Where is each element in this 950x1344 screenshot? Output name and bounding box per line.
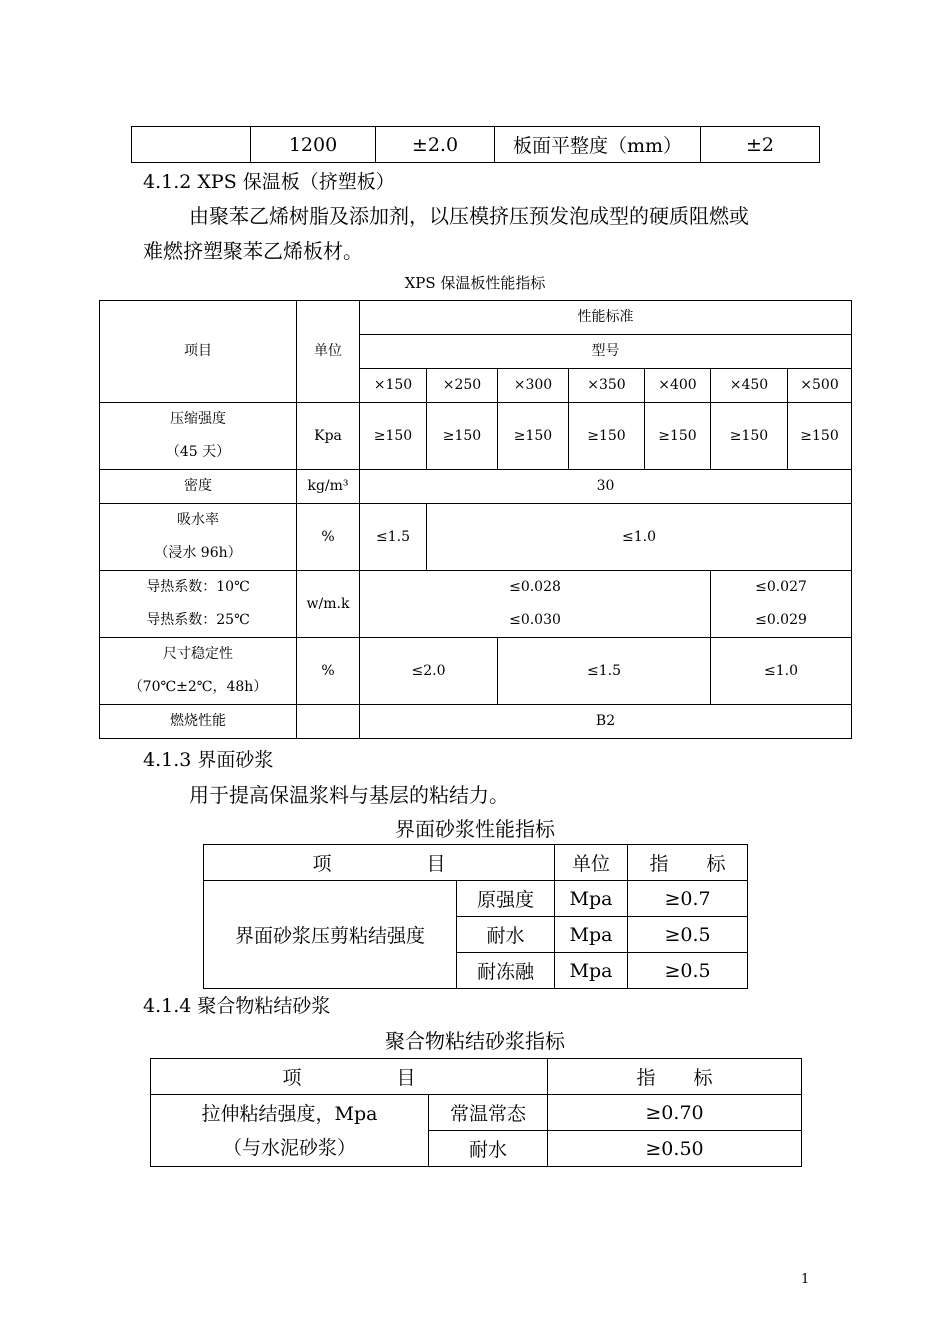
- polymer-row-value: ≥0.50: [548, 1131, 802, 1167]
- polymer-row-value: ≥0.70: [548, 1095, 802, 1131]
- xps-model-cell: ×250: [427, 369, 498, 403]
- xps-row-conductivity-value-1b: ≤0.030: [509, 612, 561, 628]
- section-heading-412: 4.1.2 XPS 保温板（挤塑板）: [143, 171, 395, 193]
- polymer-row-name: [151, 1095, 429, 1167]
- xps-row-conductivity-name: [100, 571, 297, 638]
- xps-table: [99, 300, 852, 739]
- interface-row-unit: Mpa: [555, 881, 628, 917]
- xps-model-cell: ×150: [360, 369, 427, 403]
- xps-model-cell: ×350: [569, 369, 645, 403]
- interface-header-item: 项 目: [204, 845, 555, 881]
- interface-header-index: 指 标: [628, 845, 748, 881]
- xps-row-compressive-name-line1: 压缩强度: [170, 411, 226, 427]
- xps-row-absorption-name: [100, 504, 297, 571]
- interface-row-unit: Mpa: [555, 953, 628, 989]
- interface-row-unit: Mpa: [555, 917, 628, 953]
- xps-row-compressive-value: ≥150: [711, 403, 788, 470]
- xps-row-compressive-unit: Kpa: [297, 403, 360, 470]
- xps-row-conductivity-value-2b: ≤0.029: [755, 612, 807, 628]
- xps-row-stability-name: [100, 638, 297, 705]
- xps-row-compressive-value: ≥150: [645, 403, 711, 470]
- xps-row-absorption-name-line2: （浸水 96h）: [154, 545, 242, 561]
- interface-row-sub: 原强度: [457, 881, 555, 917]
- xps-row-density-value: 30: [360, 470, 852, 504]
- xps-row-density-unit: kg/m³: [297, 470, 360, 504]
- xps-row-stability-unit: %: [297, 638, 360, 705]
- xps-row-stability-value-2: ≤1.5: [498, 638, 711, 705]
- polymer-row-sub: 耐水: [429, 1131, 548, 1167]
- interface-row-value: ≥0.5: [628, 953, 748, 989]
- section-heading-414: 4.1.4 聚合物粘结砂浆: [143, 995, 331, 1017]
- section-paragraph-413: 用于提高保温浆料与基层的粘结力。: [189, 783, 509, 807]
- xps-row-fire-name: 燃烧性能: [100, 705, 297, 739]
- section-paragraph-412-line1: 由聚苯乙烯树脂及添加剂，以压模挤压预发泡成型的硬质阻燃或: [189, 204, 749, 228]
- xps-row-density-name: 密度: [100, 470, 297, 504]
- interface-mortar-table: [203, 844, 748, 989]
- xps-row-conductivity-value-1a: ≤0.028: [509, 579, 561, 595]
- xps-row-fire-value: B2: [360, 705, 852, 739]
- xps-model-cell: ×450: [711, 369, 788, 403]
- xps-row-stability-value-1: ≤2.0: [360, 638, 498, 705]
- xps-header-item: 项目: [100, 301, 297, 403]
- interface-row-sub: 耐冻融: [457, 953, 555, 989]
- section-paragraph-412-line2: 难燃挤塑聚苯乙烯板材。: [143, 239, 363, 263]
- top-cell-2: 1200: [251, 127, 376, 163]
- xps-row-compressive-value: ≥150: [569, 403, 645, 470]
- table-caption-xps: XPS 保温板性能指标: [404, 274, 546, 292]
- xps-header-standard: 性能标准: [360, 301, 852, 335]
- polymer-row-name-line1: 拉伸粘结强度，Mpa: [201, 1102, 378, 1125]
- xps-row-compressive-name: [100, 403, 297, 470]
- xps-row-absorption-unit: %: [297, 504, 360, 571]
- xps-row-stability-value-3: ≤1.0: [711, 638, 852, 705]
- xps-row-conductivity-value-2: [711, 571, 852, 638]
- xps-row-conductivity-value-1: [360, 571, 711, 638]
- xps-row-compressive-name-line2: （45 天）: [165, 444, 231, 460]
- top-cell-4: 板面平整度（mm）: [495, 127, 701, 163]
- interface-row-value: ≥0.5: [628, 917, 748, 953]
- polymer-mortar-table: [150, 1058, 802, 1167]
- xps-row-compressive-value: ≥150: [498, 403, 569, 470]
- xps-model-cell: ×400: [645, 369, 711, 403]
- xps-row-stability-name-line1: 尺寸稳定性: [163, 646, 233, 662]
- section-heading-413: 4.1.3 界面砂浆: [143, 749, 274, 771]
- xps-row-conductivity-name-line1: 导热系数：10℃: [146, 579, 250, 595]
- interface-header-unit: 单位: [555, 845, 628, 881]
- polymer-row-name-line2: （与水泥砂浆）: [222, 1136, 356, 1159]
- top-cell-1: [132, 127, 251, 163]
- xps-row-stability-name-line2: （70℃±2℃，48h）: [128, 679, 268, 695]
- polymer-row-sub: 常温常态: [429, 1095, 548, 1131]
- polymer-header-index: 指 标: [548, 1059, 802, 1095]
- xps-header-unit: 单位: [297, 301, 360, 403]
- xps-row-absorption-value-1: ≤1.5: [360, 504, 427, 571]
- xps-header-model: 型号: [360, 335, 852, 369]
- interface-row-name: 界面砂浆压剪粘结强度: [204, 881, 457, 989]
- table-caption-interface-mortar: 界面砂浆性能指标: [395, 817, 555, 841]
- xps-row-conductivity-unit: w/m.k: [297, 571, 360, 638]
- page-number: 1: [801, 1272, 810, 1287]
- interface-row-sub: 耐水: [457, 917, 555, 953]
- interface-row-value: ≥0.7: [628, 881, 748, 917]
- xps-row-conductivity-value-2a: ≤0.027: [755, 579, 807, 595]
- xps-model-cell: ×300: [498, 369, 569, 403]
- top-cell-5: ±2: [701, 127, 820, 163]
- polymer-header-item: 项 目: [151, 1059, 548, 1095]
- top-cell-3: ±2.0: [376, 127, 495, 163]
- xps-row-absorption-value-2: ≤1.0: [427, 504, 852, 571]
- xps-row-conductivity-name-line2: 导热系数：25℃: [146, 612, 250, 628]
- xps-row-absorption-name-line1: 吸水率: [177, 512, 219, 528]
- xps-row-fire-unit: [297, 705, 360, 739]
- xps-row-compressive-value: ≥150: [788, 403, 852, 470]
- xps-row-compressive-value: ≥150: [427, 403, 498, 470]
- top-table: [131, 126, 820, 163]
- xps-model-cell: ×500: [788, 369, 852, 403]
- xps-row-compressive-value: ≥150: [360, 403, 427, 470]
- table-caption-polymer-mortar: 聚合物粘结砂浆指标: [385, 1029, 565, 1053]
